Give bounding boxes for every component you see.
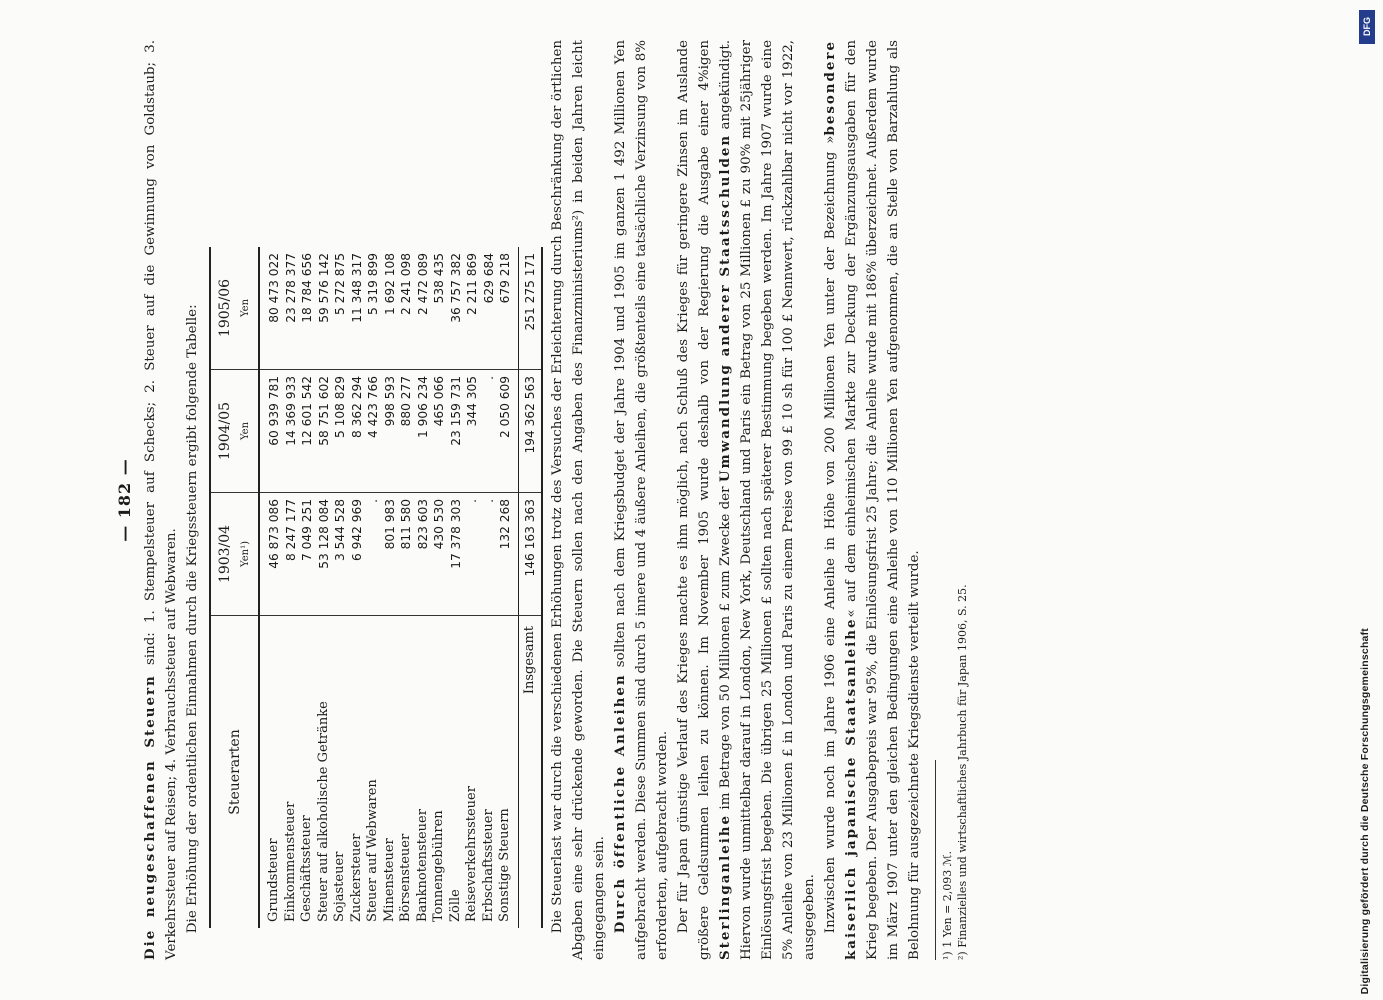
public-loans-lead: Durch öffentliche Anleihen — [612, 673, 628, 934]
emphasis-sterling-loan: Sterlinganleihe — [717, 813, 733, 960]
column-header-1903: 1903/04 Yen¹) — [210, 493, 259, 616]
value-cell: 23 278 377 — [283, 247, 300, 370]
tax-type-cell: Zuckersteuer — [348, 833, 364, 922]
value-cell: . — [464, 493, 481, 616]
value-cell: 36 757 382 — [448, 247, 465, 370]
value-cell: 12 601 542 — [299, 370, 316, 493]
value-cell: 5 108 829 — [332, 370, 349, 493]
value-cell: 629 684 — [481, 247, 498, 370]
tax-type-cell: Zölle — [447, 889, 463, 922]
table-header-row — [210, 247, 259, 928]
value-cell: 59 576 142 — [316, 247, 333, 370]
value-cell: 14 369 933 — [283, 370, 300, 493]
table-row — [299, 247, 316, 928]
value-cell: 2 241 098 — [398, 247, 415, 370]
value-cell: 8 362 294 — [349, 370, 366, 493]
value-cell: 4 423 766 — [365, 370, 382, 493]
page-number: — 182 — — [115, 458, 134, 542]
footnote-divider — [935, 760, 936, 960]
value-cell: 5 319 899 — [365, 247, 382, 370]
value-cell: 46 873 086 — [259, 493, 283, 616]
value-cell: . — [481, 493, 498, 616]
value-cell: 11 348 317 — [349, 247, 366, 370]
value-cell: 23 159 731 — [448, 370, 465, 493]
value-cell: 679 218 — [497, 247, 518, 370]
table-row — [431, 247, 448, 928]
value-cell: 538 435 — [431, 247, 448, 370]
intro-text: sind: 1. Stempelsteuer auf Schecks; 2. Steuer auf die Gewinnung von Goldstaub; 3. Verkehrssteuer auf Reisen; 4. Verbrauchssteuer auf Webwaren. — [143, 40, 179, 960]
table-row — [481, 247, 498, 928]
column-header-1905: 1905/06 Yen — [210, 247, 259, 370]
paragraph-domestic-loan: Inzwischen wurde noch im Jahre 1906 eine Anleihe in Höhe von 200 Millionen Yen unter der Bezeichnung »besondere kaiserlich japanische Staatsanleihe« auf dem einheimischen Markte zur Deckung der Ergänzungsausgaben für den Krieg begeben. Der Ausgabepreis war 95%, die Einlösungsfrist 25 Jahre; die Anleihe wurde mit 186% überzeichnet. Außerdem wurde im März 1907 unter den gleichen Bedingungen eine Anleihe von 110 Millionen Yen aufgenommen, die an Stelle von Barzahlung als Belohnung für ausgezeichnete Kriegsdienste verteilt wurde. — [822, 40, 922, 960]
tax-type-cell: Sonstige Steuern — [497, 808, 512, 922]
value-cell: 344 305 — [464, 370, 481, 493]
total-label: Insgesamt — [518, 616, 542, 929]
paragraph-sterling-loan: Der für Japan günstige Verlauf des Krieges machte es ihm möglich, nach Schluß des Krieges für geringere Zinsen im Auslande größere Geldsummen leihen zu können. Im November 1905 wurde deshalb von der Regierung die Ausgabe einer 4%igen Sterlinganleihe im Betrage von 50 Millionen £ zum Zwecke der Umwandlung anderer Staatsschulden angekündigt. Hiervon wurde unmittelbar darauf in London, New York, Deutschland und Paris ein Betrag von 25 Millionen £ zu 90% mit 25jähriger Einlösungsfrist begeben. Die übrigen 25 Millionen £ sollten nach späterer Bestimmung begeben werden. Im Jahre 1907 wurde eine 5% Anleihe von 23 Millionen £ in London und Paris zu einem Preise von 99 £ 10 sh für 100 £ Nennwert, rückzahlbar nicht vor 1922, ausgegeben. — [676, 40, 817, 960]
paragraph-public-loans — [610, 40, 673, 960]
digitization-sidebar — [1355, 8, 1379, 1000]
tax-type-cell: Minensteuer — [381, 838, 397, 922]
dfg-logo: DFG — [1359, 10, 1375, 44]
footnote-2: ²) Finanzielles und wirtschaftliches Jahrbuch für Japan 1906, S. 25. — [956, 584, 969, 960]
value-cell: 823 603 — [415, 493, 432, 616]
table-row — [283, 247, 300, 928]
tax-type-cell: Börsensteuer — [398, 833, 413, 922]
tax-type-cell: Reiseverkehrssteuer — [464, 786, 479, 922]
tax-type-cell: Einkommensteuer — [282, 801, 298, 922]
value-cell: 998 593 — [382, 370, 399, 493]
table-row — [415, 247, 432, 928]
table-row — [365, 247, 382, 928]
value-cell: 2 211 869 — [464, 247, 481, 370]
value-cell: 7 049 251 — [299, 493, 316, 616]
value-cell: . — [365, 493, 382, 616]
value-cell: 6 942 969 — [349, 493, 366, 616]
value-cell: 53 128 084 — [316, 493, 333, 616]
value-cell: 2 050 609 — [497, 370, 518, 493]
tax-type-cell: Banknotensteuer — [414, 809, 430, 922]
emphasis-state-loan: besondere kaiserlich japanische Staatsanleihe — [822, 40, 859, 960]
table-row — [382, 247, 399, 928]
value-cell: 465 066 — [431, 370, 448, 493]
value-cell: 132 268 — [497, 493, 518, 616]
value-cell: 1 692 108 — [382, 247, 399, 370]
value-cell: . — [481, 370, 498, 493]
table-row — [349, 247, 366, 928]
tax-type-cell: Steuer auf Webwaren — [365, 779, 380, 922]
tax-type-cell: Geschäftssteuer — [299, 815, 314, 922]
public-loans-text: sollten nach dem Kriegsbudget der Jahre 1904 und 1905 im ganzen 1 492 Millionen Yen aufgebracht werden. Diese Summen sind durch 5 innere und 4 äußere Anleihen, die größtenteils eine tatsächliche Verzinsung von 8% erforderten, aufgebracht worden. — [613, 40, 670, 960]
tax-type-cell: Sojasteuer — [332, 851, 347, 922]
value-cell: 3 544 528 — [332, 493, 349, 616]
value-cell: 1 906 234 — [415, 370, 432, 493]
value-cell: 2 472 089 — [415, 247, 432, 370]
paragraph-tax-burden: Die Steuerlast war durch die verschiedenen Erhöhungen trotz des Versuches der Erleichterung durch Beschränkung der örtlichen Abgaben eine sehr drückende geworden. Die Steuern sollen nach den Angaben des Finanzministeriums²) in beiden Jahren leicht eingegangen sein. — [550, 40, 607, 960]
value-cell: 811 580 — [398, 493, 415, 616]
intro-paragraph — [140, 40, 182, 960]
tax-type-cell: Tonnengebühren — [431, 810, 446, 922]
total-value-cell: 251 275 171 — [518, 247, 542, 370]
tax-type-cell: Erbschaftssteuer — [480, 809, 496, 922]
column-header-tax-type: Steuerarten — [210, 616, 259, 929]
table-row — [398, 247, 415, 928]
value-cell: 18 784 656 — [299, 247, 316, 370]
value-cell: 801 983 — [382, 493, 399, 616]
value-cell: 880 277 — [398, 370, 415, 493]
table-row — [316, 247, 333, 928]
footnote-1: ¹) 1 Yen = 2,093 ℳ. — [941, 850, 954, 960]
value-cell: 8 247 177 — [283, 493, 300, 616]
tax-type-cell: Steuer auf alkoholische Getränke — [315, 701, 331, 922]
total-value-cell: 194 362 563 — [518, 370, 542, 493]
table-total-row — [518, 247, 542, 928]
value-cell: 430 530 — [431, 493, 448, 616]
table-row — [259, 247, 283, 928]
emphasis-conversion: Umwandlung anderer Staatsschulden — [717, 133, 733, 483]
table-row — [464, 247, 481, 928]
table-row — [332, 247, 349, 928]
dfg-credit-text: Digitalisierung gefördert durch die Deutsche Forschungsgemeinschaft — [1359, 627, 1371, 994]
table-row — [448, 247, 465, 928]
value-cell: 5 272 875 — [332, 247, 349, 370]
tax-table — [209, 247, 543, 928]
column-header-1904: 1904/05 Yen — [210, 370, 259, 493]
intro-lead: Die neugeschaffenen Steuern — [142, 674, 158, 960]
document-page — [110, 40, 1210, 960]
value-cell: 60 939 781 — [259, 370, 283, 493]
tax-type-cell: Grundsteuer — [266, 838, 281, 922]
value-cell: 58 751 602 — [316, 370, 333, 493]
value-cell: 80 473 022 — [259, 247, 283, 370]
table-row — [497, 247, 518, 928]
table-caption: Die Erhöhung der ordentlichen Einnahmen durch die Kriegssteuern ergibt folgende Tabelle: — [185, 304, 200, 934]
total-value-cell: 146 163 363 — [518, 493, 542, 616]
value-cell: 17 378 303 — [448, 493, 465, 616]
